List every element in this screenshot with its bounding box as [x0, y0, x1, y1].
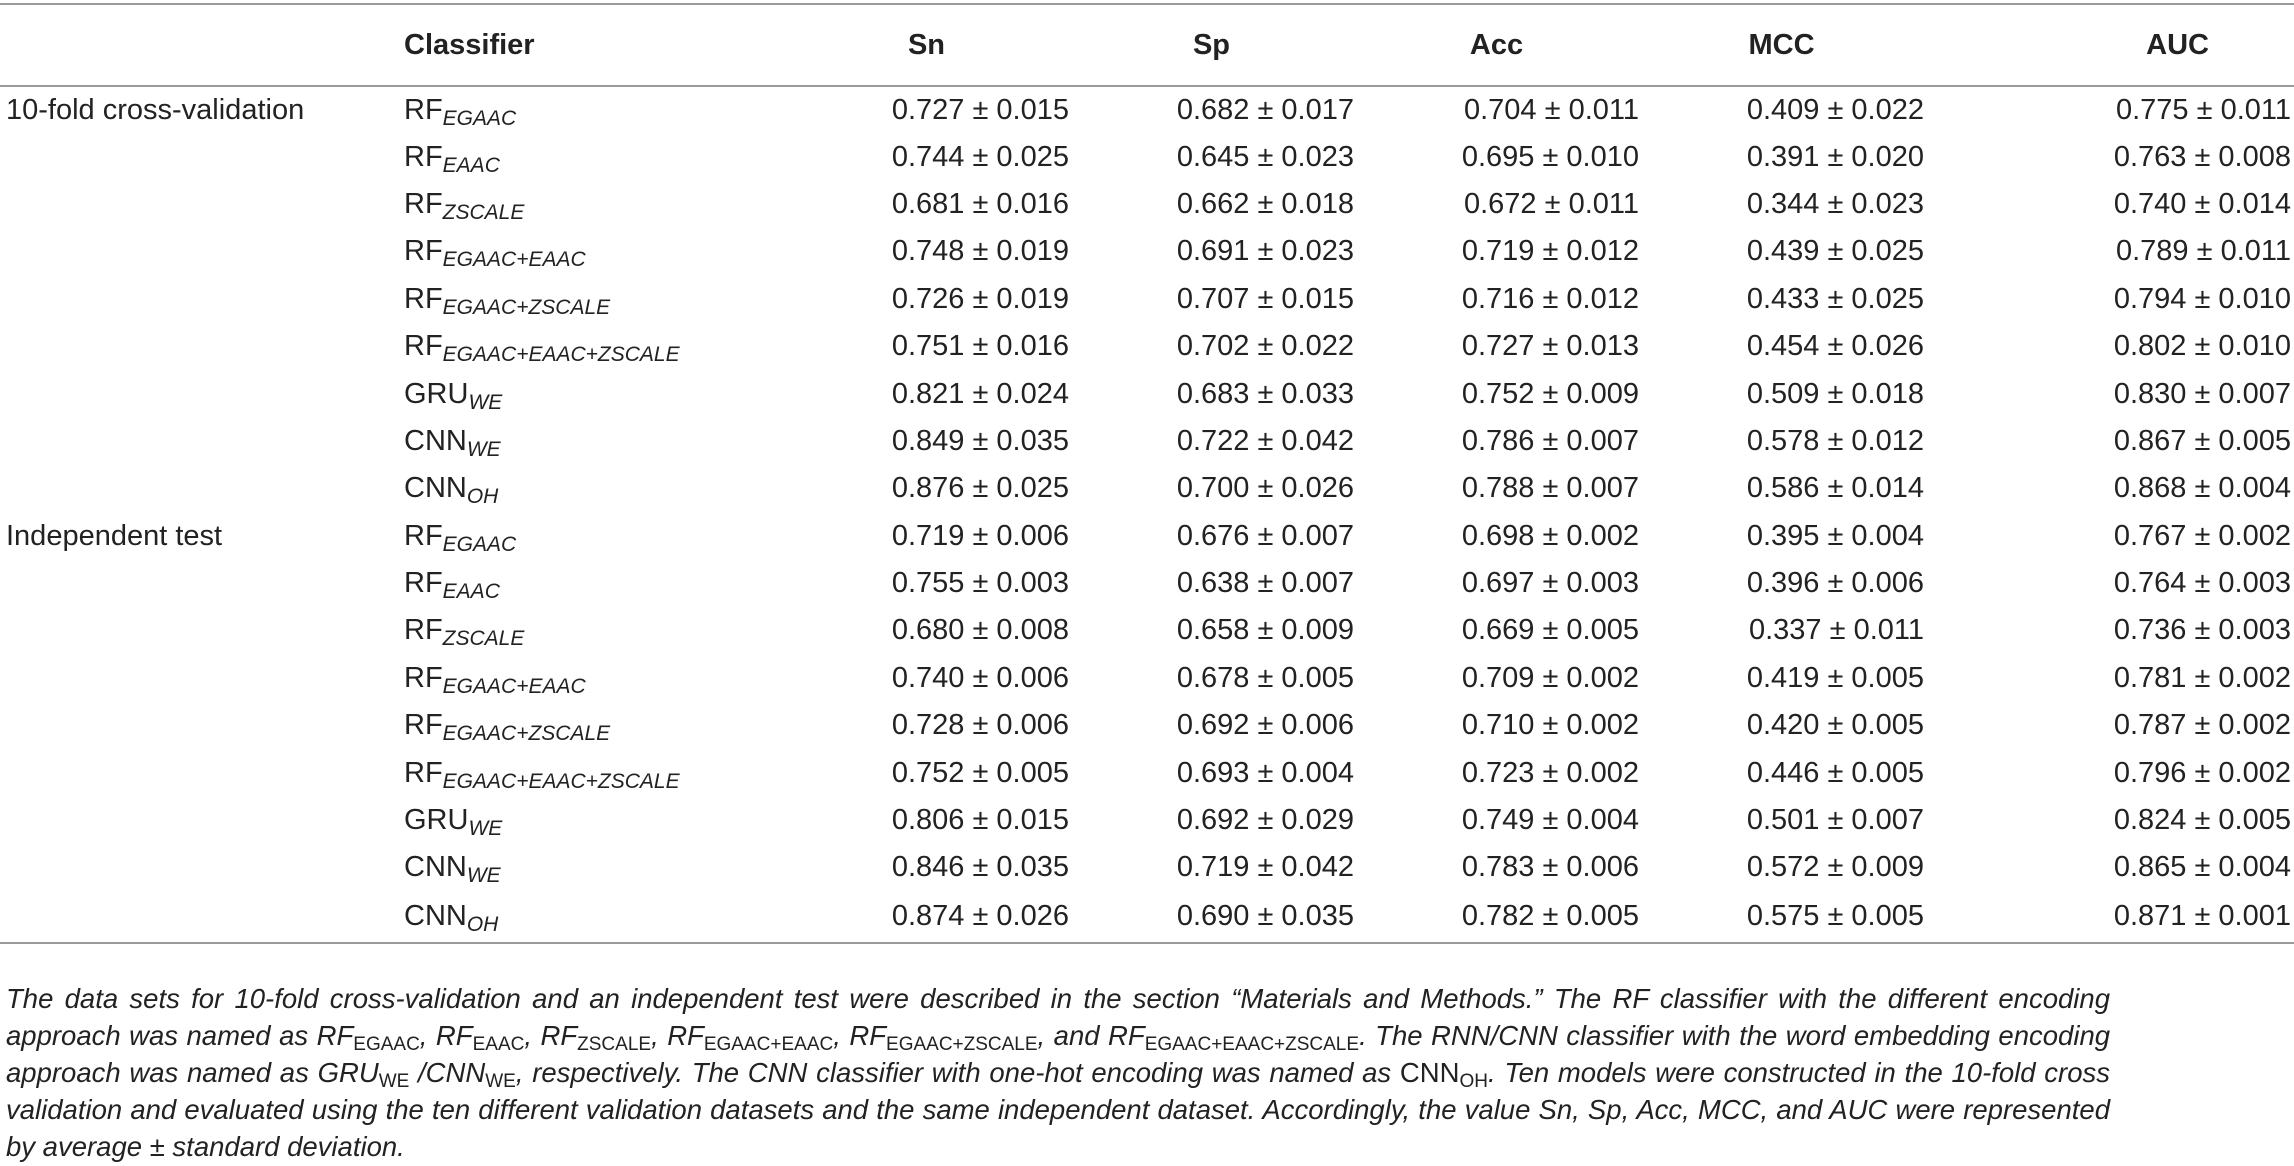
row-group-label — [0, 465, 404, 512]
header-auc: AUC — [1924, 4, 2294, 86]
footnote-text: , — [833, 1019, 850, 1051]
cell-sn: 0.752 ± 0.005 — [891, 756, 1069, 789]
classifier-encoding: EGAAC+EAAC — [442, 674, 586, 698]
cell-classifier — [404, 655, 784, 702]
classifier-encoding: OH — [466, 913, 499, 937]
cell-mcc: 0.572 ± 0.009 — [1746, 851, 1924, 884]
cell-sn: 0.876 ± 0.025 — [891, 472, 1069, 505]
cell-auc: 0.868 ± 0.004 — [2113, 472, 2291, 505]
table-header — [0, 4, 2294, 86]
row-group-label — [0, 607, 404, 654]
classifier-encoding: EGAAC+EAAC+ZSCALE — [442, 343, 680, 367]
classifier-name: GRU — [404, 804, 469, 837]
cell-acc: 0.719 ± 0.012 — [1461, 235, 1639, 268]
table-row — [0, 465, 2294, 512]
footnote-text: , — [524, 1019, 541, 1051]
classifier-name: RF — [404, 756, 443, 789]
row-group-label — [0, 323, 404, 370]
classifier-encoding: EGAAC+ZSCALE — [442, 295, 611, 319]
cell-sp: 0.707 ± 0.015 — [1176, 282, 1354, 315]
table-row — [0, 228, 2294, 275]
classifier-name: RF — [404, 140, 443, 173]
cell-sn: 0.681 ± 0.016 — [891, 187, 1069, 220]
cell-auc: 0.871 ± 0.001 — [1924, 892, 2294, 943]
cell-sn: 0.727 ± 0.015 — [891, 93, 1069, 126]
classifier-name: GRU — [404, 377, 469, 410]
table-footnote — [6, 980, 2110, 1166]
cell-auc: 0.824 ± 0.005 — [2113, 804, 2291, 837]
footnote-term: RF — [667, 1019, 704, 1051]
footnote-text: . The RNN/CNN classifier with the word embedding encoding approach was named as — [6, 1019, 2111, 1088]
table-row — [0, 323, 2294, 370]
cell-sp: 0.719 ± 0.042 — [1176, 851, 1354, 884]
classifier-encoding: EGAAC — [442, 106, 517, 130]
header-classifier: Classifier — [404, 4, 784, 86]
cell-acc: 0.783 ± 0.006 — [1461, 851, 1639, 884]
cell-sp: 0.683 ± 0.033 — [1176, 377, 1354, 410]
footnote-subscript: EAAC — [472, 1033, 525, 1055]
cell-auc: 0.796 ± 0.002 — [2113, 756, 2291, 789]
classifier-name: RF — [404, 187, 443, 220]
cell-mcc: 0.433 ± 0.025 — [1746, 282, 1924, 315]
table-row — [0, 513, 2294, 560]
cell-acc: 0.697 ± 0.003 — [1461, 567, 1639, 600]
row-group-label — [0, 892, 404, 943]
footnote-term: RF — [849, 1019, 887, 1051]
cell-mcc: 0.575 ± 0.005 — [1639, 892, 1924, 943]
row-group-label — [0, 797, 404, 844]
cell-auc: 0.865 ± 0.004 — [2113, 851, 2291, 884]
cell-acc: 0.723 ± 0.002 — [1461, 756, 1639, 789]
cell-auc: 0.775 ± 0.011 — [2115, 93, 2291, 126]
cell-acc: 0.709 ± 0.002 — [1461, 661, 1639, 694]
classifier-name: RF — [404, 519, 443, 552]
cell-sp: 0.645 ± 0.023 — [1176, 140, 1354, 173]
header-row — [0, 4, 2294, 86]
cell-acc: 0.704 ± 0.011 — [1463, 93, 1639, 126]
cell-sn: 0.748 ± 0.019 — [891, 235, 1069, 268]
cell-sp: 0.722 ± 0.042 — [1176, 424, 1354, 457]
cell-sn: 0.744 ± 0.025 — [891, 140, 1069, 173]
footnote-text: / — [409, 1056, 426, 1088]
classifier-name: RF — [404, 330, 443, 363]
table-row — [0, 370, 2294, 417]
footnote-text: The data sets for 10-fold cross-validation and an independent test were described in the section “Materials and Methods.” The RF classifier with the different encoding approach was named as — [6, 982, 2110, 1051]
cell-sn: 0.849 ± 0.035 — [891, 424, 1069, 457]
cell-acc: 0.710 ± 0.002 — [1461, 709, 1639, 742]
cell-mcc: 0.344 ± 0.023 — [1746, 187, 1924, 220]
row-group-label — [0, 844, 404, 891]
cell-mcc: 0.586 ± 0.014 — [1746, 472, 1924, 505]
cell-sp: 0.662 ± 0.018 — [1176, 187, 1354, 220]
cell-classifier — [404, 276, 784, 323]
cell-classifier — [404, 702, 784, 749]
row-group-label — [0, 181, 404, 228]
cell-sp: 0.692 ± 0.029 — [1176, 804, 1354, 837]
table-row — [0, 892, 2294, 943]
cell-sp: 0.700 ± 0.026 — [1176, 472, 1354, 505]
row-group-label — [0, 560, 404, 607]
cell-sn: 0.719 ± 0.006 — [891, 519, 1069, 552]
cell-mcc: 0.509 ± 0.018 — [1746, 377, 1924, 410]
cell-acc: 0.749 ± 0.004 — [1461, 804, 1639, 837]
classifier-name: RF — [404, 709, 443, 742]
classifier-encoding: ZSCALE — [442, 627, 525, 651]
table-row — [0, 844, 2294, 891]
footnote-term: RF — [540, 1019, 578, 1051]
cell-sp: 0.693 ± 0.004 — [1176, 756, 1354, 789]
classifier-name: RF — [404, 282, 443, 315]
row-group-label — [0, 133, 404, 180]
cell-classifier — [404, 418, 784, 465]
footnote-subscript: ZSCALE — [577, 1033, 652, 1055]
cell-classifier — [404, 133, 784, 180]
cell-sp: 0.690 ± 0.035 — [1069, 892, 1354, 943]
cell-acc: 0.782 ± 0.005 — [1354, 892, 1639, 943]
cell-auc: 0.802 ± 0.010 — [2113, 330, 2291, 363]
cell-acc: 0.786 ± 0.007 — [1461, 424, 1639, 457]
cell-acc: 0.716 ± 0.012 — [1461, 282, 1639, 315]
footnote-text: , and — [1037, 1019, 1109, 1051]
row-group-label: 10-fold cross-validation — [6, 93, 305, 126]
footnote-subscript: EGAAC+EAAC — [703, 1033, 834, 1055]
cell-mcc: 0.454 ± 0.026 — [1746, 330, 1924, 363]
classifier-encoding: WE — [466, 437, 501, 461]
classifier-name: RF — [404, 235, 443, 268]
cell-sp: 0.702 ± 0.022 — [1176, 330, 1354, 363]
cell-sn: 0.846 ± 0.035 — [891, 851, 1069, 884]
classifier-encoding: WE — [468, 817, 503, 841]
cell-classifier — [404, 513, 784, 560]
footnote-subscript: EGAAC+ZSCALE — [886, 1033, 1038, 1055]
footnote-term: CNN — [425, 1056, 486, 1088]
footnote-term: RF — [316, 1019, 354, 1051]
footnote-subscript: EGAAC — [353, 1033, 420, 1055]
header-sn: Sn — [784, 4, 1069, 86]
cell-auc: 0.830 ± 0.007 — [2113, 377, 2291, 410]
footnote-subscript: WE — [378, 1070, 410, 1092]
cell-sn: 0.821 ± 0.024 — [891, 377, 1069, 410]
cell-auc: 0.789 ± 0.011 — [2115, 235, 2291, 268]
cell-mcc: 0.419 ± 0.005 — [1746, 661, 1924, 694]
cell-mcc: 0.396 ± 0.006 — [1746, 567, 1924, 600]
cell-sn: 0.806 ± 0.015 — [891, 804, 1069, 837]
table-row — [0, 655, 2294, 702]
cell-classifier — [404, 892, 784, 943]
cell-auc: 0.781 ± 0.002 — [2113, 661, 2291, 694]
table-row — [0, 86, 2294, 133]
cell-mcc: 0.420 ± 0.005 — [1746, 709, 1924, 742]
table-row — [0, 418, 2294, 465]
results-table — [0, 3, 2294, 944]
footnote-subscript: OH — [1459, 1070, 1488, 1092]
cell-classifier — [404, 228, 784, 275]
row-group-label — [0, 655, 404, 702]
cell-classifier — [404, 607, 784, 654]
cell-sn: 0.751 ± 0.016 — [891, 330, 1069, 363]
header-acc: Acc — [1354, 4, 1639, 86]
classifier-encoding: WE — [466, 864, 501, 888]
footnote-term: CNN — [1399, 1056, 1460, 1088]
cell-classifier — [404, 370, 784, 417]
footnote-subscript: EGAAC+EAAC+ZSCALE — [1144, 1033, 1360, 1055]
cell-sn: 0.755 ± 0.003 — [891, 567, 1069, 600]
classifier-encoding: EGAAC+EAAC+ZSCALE — [442, 769, 680, 793]
cell-mcc: 0.439 ± 0.025 — [1746, 235, 1924, 268]
row-group-label — [0, 228, 404, 275]
cell-mcc: 0.501 ± 0.007 — [1746, 804, 1924, 837]
cell-acc: 0.788 ± 0.007 — [1461, 472, 1639, 505]
cell-acc: 0.698 ± 0.002 — [1461, 519, 1639, 552]
classifier-name: RF — [404, 661, 443, 694]
cell-classifier — [404, 797, 784, 844]
classifier-name: CNN — [404, 472, 467, 505]
cell-sp: 0.691 ± 0.023 — [1176, 235, 1354, 268]
cell-sn: 0.874 ± 0.026 — [784, 892, 1069, 943]
cell-auc: 0.867 ± 0.005 — [2113, 424, 2291, 457]
table-row — [0, 607, 2294, 654]
cell-mcc: 0.391 ± 0.020 — [1746, 140, 1924, 173]
table-row — [0, 749, 2294, 796]
row-group-label — [0, 370, 404, 417]
cell-sp: 0.682 ± 0.017 — [1176, 93, 1354, 126]
footnote-subscript: WE — [485, 1070, 516, 1092]
header-group — [0, 4, 404, 86]
classifier-encoding: ZSCALE — [442, 200, 525, 224]
classifier-encoding: EGAAC+ZSCALE — [442, 722, 611, 746]
classifier-name: CNN — [404, 900, 467, 933]
footnote-term: RF — [1108, 1019, 1145, 1051]
classifier-encoding: EGAAC+EAAC — [442, 248, 586, 272]
classifier-name: RF — [404, 93, 443, 126]
cell-auc: 0.740 ± 0.014 — [2113, 187, 2291, 220]
cell-auc: 0.794 ± 0.010 — [2113, 282, 2291, 315]
cell-acc: 0.672 ± 0.011 — [1463, 187, 1639, 220]
cell-sp: 0.692 ± 0.006 — [1176, 709, 1354, 742]
header-sp: Sp — [1069, 4, 1354, 86]
cell-acc: 0.669 ± 0.005 — [1461, 614, 1639, 647]
cell-auc: 0.764 ± 0.003 — [2113, 567, 2291, 600]
classifier-encoding: EGAAC — [442, 532, 517, 556]
cell-sp: 0.638 ± 0.007 — [1176, 567, 1354, 600]
table-row — [0, 133, 2294, 180]
cell-classifier — [404, 86, 784, 133]
cell-mcc: 0.578 ± 0.012 — [1746, 424, 1924, 457]
footnote-term: GRU — [317, 1056, 379, 1088]
classifier-encoding: EAAC — [442, 153, 500, 177]
row-group-label — [0, 749, 404, 796]
classifier-name: CNN — [404, 424, 467, 457]
cell-auc: 0.763 ± 0.008 — [2113, 140, 2291, 173]
cell-auc: 0.767 ± 0.002 — [2113, 519, 2291, 552]
table-row — [0, 702, 2294, 749]
row-group-label: Independent test — [6, 519, 223, 552]
cell-sn: 0.680 ± 0.008 — [891, 614, 1069, 647]
row-group-label — [0, 702, 404, 749]
cell-sp: 0.676 ± 0.007 — [1176, 519, 1354, 552]
cell-mcc: 0.446 ± 0.005 — [1746, 756, 1924, 789]
cell-classifier — [404, 181, 784, 228]
classifier-encoding: EAAC — [442, 580, 500, 604]
footnote-text: , — [651, 1019, 668, 1051]
cell-sn: 0.740 ± 0.006 — [891, 661, 1069, 694]
cell-auc: 0.787 ± 0.002 — [2113, 709, 2291, 742]
footnote-term: RF — [435, 1019, 473, 1051]
table-row — [0, 560, 2294, 607]
classifier-encoding: OH — [466, 485, 499, 509]
cell-classifier — [404, 465, 784, 512]
cell-sp: 0.658 ± 0.009 — [1176, 614, 1354, 647]
cell-acc: 0.727 ± 0.013 — [1461, 330, 1639, 363]
cell-classifier — [404, 323, 784, 370]
cell-auc: 0.736 ± 0.003 — [2113, 614, 2291, 647]
footnote-text: . Ten models were constructed in the 10-fold cross validation and evaluated using the ten different validation datasets and the same independent dataset. Accordingly, the value Sn, Sp, Acc, MCC, and AUC were represented by average ± standard deviation. — [6, 1056, 2110, 1163]
table-body — [0, 86, 2294, 943]
cell-mcc: 0.395 ± 0.004 — [1746, 519, 1924, 552]
footnote-text: , respectively. The CNN classifier with one-hot encoding was named as — [515, 1056, 1400, 1088]
header-mcc: MCC — [1639, 4, 1924, 86]
footnote-text: , — [419, 1019, 436, 1051]
table-row — [0, 276, 2294, 323]
cell-sp: 0.678 ± 0.005 — [1176, 661, 1354, 694]
table-row — [0, 797, 2294, 844]
cell-mcc: 0.337 ± 0.011 — [1748, 614, 1924, 647]
cell-sn: 0.726 ± 0.019 — [891, 282, 1069, 315]
cell-classifier — [404, 560, 784, 607]
row-group-label — [0, 418, 404, 465]
cell-acc: 0.752 ± 0.009 — [1461, 377, 1639, 410]
table-row — [0, 181, 2294, 228]
classifier-name: RF — [404, 614, 443, 647]
cell-sn: 0.728 ± 0.006 — [891, 709, 1069, 742]
cell-classifier — [404, 749, 784, 796]
cell-acc: 0.695 ± 0.010 — [1461, 140, 1639, 173]
classifier-name: RF — [404, 567, 443, 600]
classifier-name: CNN — [404, 851, 467, 884]
row-group-label — [0, 276, 404, 323]
classifier-encoding: WE — [468, 390, 503, 414]
cell-classifier — [404, 844, 784, 891]
cell-mcc: 0.409 ± 0.022 — [1746, 93, 1924, 126]
